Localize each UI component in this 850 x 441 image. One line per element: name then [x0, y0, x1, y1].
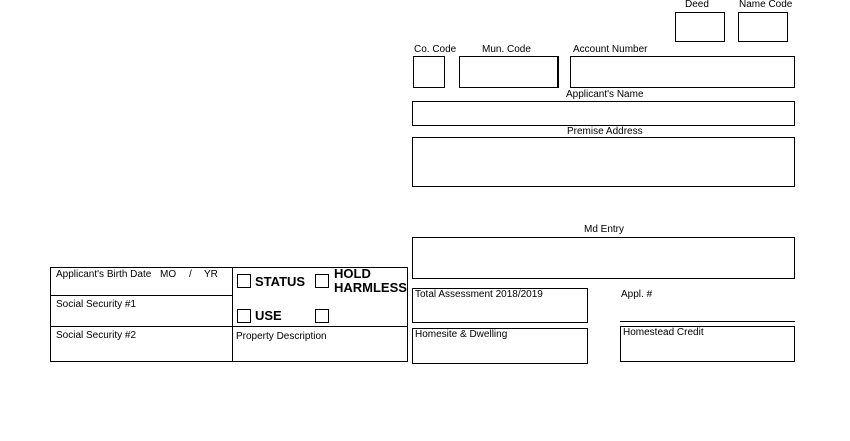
- use-checkbox[interactable]: [237, 309, 251, 323]
- status-label: STATUS: [255, 274, 306, 289]
- deed-label: Deed: [685, 0, 709, 10]
- mun-code-label: Mun. Code: [482, 44, 531, 55]
- row-divider-1: [50, 295, 233, 296]
- appl-underline: [620, 321, 795, 322]
- homesite-dwelling-label: Homesite & Dwelling: [415, 329, 508, 340]
- harmless-label: HARMLESS: [334, 280, 407, 295]
- mo-label: MO: [160, 269, 177, 280]
- hold-harmless-checkbox[interactable]: [315, 274, 329, 288]
- unlabeled-checkbox[interactable]: [315, 309, 329, 323]
- date-slash: /: [189, 269, 192, 280]
- property-description-field[interactable]: [234, 343, 406, 361]
- appl-field[interactable]: [620, 302, 795, 320]
- account-number-label: Account Number: [573, 44, 648, 55]
- appl-label: Appl. #: [621, 289, 653, 300]
- row-divider-2: [50, 326, 408, 327]
- ssn2-field[interactable]: [51, 342, 231, 361]
- birth-date-field[interactable]: [51, 281, 231, 294]
- name-code-label: Name Code: [739, 0, 793, 10]
- co-code-field[interactable]: [413, 56, 445, 88]
- property-description-label: Property Description: [236, 331, 327, 342]
- applicants-name-field[interactable]: [412, 101, 795, 126]
- premise-address-label: Premise Address: [567, 126, 643, 137]
- status-checkbox[interactable]: [237, 274, 251, 288]
- use-label: USE: [255, 308, 282, 323]
- md-entry-label: Md Entry: [584, 224, 625, 235]
- yr-label: YR: [204, 269, 218, 280]
- ssn1-label: Social Security #1: [56, 299, 137, 310]
- premise-address-field[interactable]: [412, 137, 795, 187]
- mun-code-field[interactable]: [459, 56, 559, 88]
- applicants-name-label: Applicant's Name: [566, 89, 644, 100]
- homestead-credit-label: Homestead Credit: [623, 327, 704, 338]
- table-divider-vertical: [232, 267, 233, 362]
- birth-date-label: Applicant's Birth Date: [56, 269, 152, 280]
- name-code-field[interactable]: [738, 12, 788, 42]
- account-number-field[interactable]: [570, 56, 795, 88]
- hold-label: HOLD: [334, 266, 371, 281]
- ssn2-label: Social Security #2: [56, 330, 137, 341]
- co-code-label: Co. Code: [414, 44, 457, 55]
- total-assessment-label: Total Assessment 2018/2019: [415, 289, 543, 300]
- deed-field[interactable]: [675, 12, 725, 42]
- ssn1-field[interactable]: [51, 311, 231, 325]
- md-entry-field[interactable]: [412, 237, 795, 279]
